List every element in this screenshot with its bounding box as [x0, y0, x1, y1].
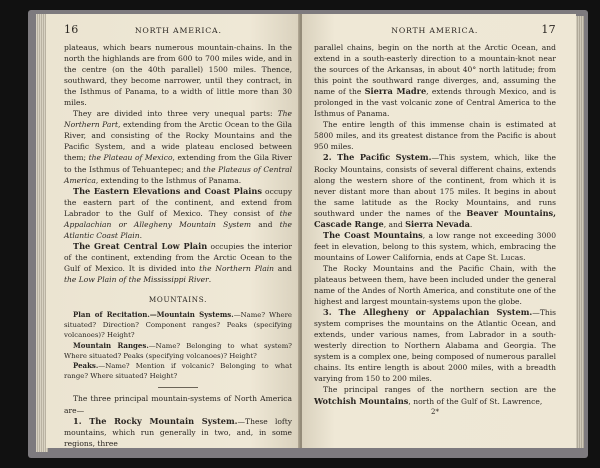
section-title-mountains: MOUNTAINS.	[148, 295, 208, 305]
right-paragraph-7: The principal ranges of the northern section are the Wotchish Mountains, north of the Gulf of St. Lawrence,	[314, 385, 556, 406]
right-running-head: NORTH AMERICA.	[391, 26, 479, 35]
right-page	[302, 14, 576, 448]
left-paragraph-1: plateaus, which bears numerous mountain-chains. In the north the highlands are from 600 to 700 miles wide, and in the centre (on the 40th parallel) 1500 miles. Thence, southward, they become narrower, until they contract, in the Isthmus of Panama, to a width of little more than 30 miles.	[64, 43, 292, 108]
right-paragraph-3: 2. The Pacific System.—This system, which, like the Rocky Mountains, consists of several different chains, extends along the western shore of the continent, from which it is never distant more than about 175 miles. It begins in about the same latitude as the Rocky Mountains, and runs southward under the names of the Beaver Mountains, Cascade Range, and Sierra Nevada.	[314, 152, 556, 229]
right-page-header	[314, 23, 556, 36]
right-paragraph-1: parallel chains, begin on the north at the Arctic Ocean, and extend in a south-easterly direction to a mountain-knot near the sources of the Arkansas, in about 40° north latitude; from this point the southward range diverges, and, assuming the name of the Sierra Madre, extends through Mexico, and is prolonged in the vast volcanic zone of Central America to the Isthmus of Panama.	[314, 43, 556, 119]
recitation-mountain-systems: Plan of Recitation.—Mountain Systems.—Name? Where situated? Direction? Component ranges? Peaks (specifying volcanoes)? Height?	[64, 310, 292, 340]
right-paragraph-4: The Coast Mountains, a low range not exceeding 3000 feet in elevation, belong to this system, which, embracing the mountains of Lower California, ends at Cape St. Lucas.	[314, 229, 557, 262]
recitation-peaks: Peaks.—Name? Mention if volcanic? Belonging to what range? Where situated? Height?	[64, 361, 292, 381]
left-paragraph-5: The three principal mountain-systems of North America are—	[64, 394, 292, 415]
left-paragraph-2: They are divided into three very unequal parts: The Northern Part, extending from the Arctic Ocean to the Gila River, and consisting of the Rocky Mountains and the Pacific System, and a wide plateau enclosed between them; the Plateau of Mexico, extending from the Gila River to the Isthmus of Tehuantepec; and the Plateaus of Central America, extending to the Isthmus of Panama.	[64, 109, 292, 185]
left-paragraph-3: The Eastern Elevations and Coast Plains occupy the eastern part of the continent, and extend from Labrador to the Gulf of Mexico. They consist of the Appalachian or Allegheny Mountain System and the Atlantic Coast Plain.	[64, 185, 293, 240]
left-paragraph-6: 1. The Rocky Mountain System.—These lofty mountains, which run generally in two, and, in some regions, three	[64, 415, 293, 448]
recitation-plan	[64, 310, 292, 381]
left-running-head: NORTH AMERICA.	[134, 26, 222, 35]
left-page-number: 16	[64, 23, 79, 36]
right-paragraph-6: 3. The Allegheny or Appalachian System.—This system comprises the mountains on the Atlantic Ocean, and extends, under various names, from Labrador in a south-westerly direction to Northern Alabama and Georgia. The system is a complex one, being composed of numerous parallel chains. Its entire length is about 2000 miles, with a breadth varying from 150 to 200 miles.	[314, 307, 556, 384]
right-page-number: 17	[541, 23, 556, 36]
left-page	[46, 14, 300, 448]
divider-rule	[158, 387, 198, 388]
recitation-mountain-ranges: Mountain Ranges.—Name? Belonging to what system? Where situated? Peaks (specifying volcanoes)? Height?	[64, 340, 292, 360]
page-edges-right	[576, 16, 584, 448]
left-page-header	[64, 23, 292, 36]
signature-mark: 2*	[431, 407, 439, 416]
right-paragraph-5: The Rocky Mountains and the Pacific Chain, with the plateaus between them, have been included under the general name of the Andes of North America, and constitute one of the highest and largest mountain-systems upon the globe.	[314, 263, 556, 307]
right-paragraph-2: The entire length of this immense chain is estimated at 5800 miles, and its greatest distance from the Pacific is about 950 miles.	[314, 120, 556, 152]
left-paragraph-4: The Great Central Low Plain occupies the interior of the continent, extending from the Arctic Ocean to the Gulf of Mexico. It is divided into the Northern Plain and the Low Plain of the Mississippi River.	[64, 240, 292, 284]
